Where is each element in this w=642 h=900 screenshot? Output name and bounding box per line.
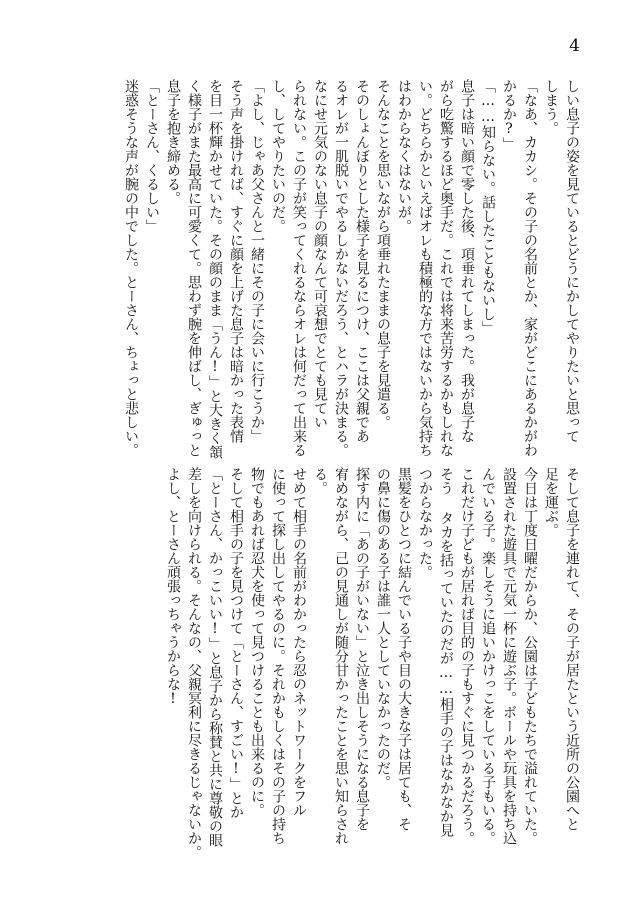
text-column: を目一杯輝かせていた。その顔のまま「うん!」と大きく頷 <box>207 79 223 459</box>
text-column: せめて相手の名前がわかったら忍のネットワークをフル <box>291 467 307 817</box>
text-column: 足を運ぶ。 <box>543 467 559 537</box>
text-column: つからなかった。 <box>417 467 433 579</box>
page-number: 4 <box>569 36 580 56</box>
text-column: 宥めながら、己の見通しが随分甘かったことを思い知らされ <box>333 467 349 845</box>
text-column: かるか?」 <box>501 79 517 151</box>
text-column: しまう。 <box>543 79 559 135</box>
text-column: はわからなくはないが。 <box>396 79 412 233</box>
text-column: られない。この子が笑ってくれるならオレは何だって出来る <box>291 79 307 457</box>
text-column: なにせ元気のない息子の顔なんて可哀想でとても見てい <box>312 79 328 429</box>
text-column: そんなことを思いながら項垂れたままの息子を見遣る。 <box>375 79 391 429</box>
text-column: 「とーさん、かっこいい!」と息子から称賛と共に尊敬の眼 <box>207 467 223 847</box>
text-column: んでいる子。楽しそうに追いかけっこをしている子もいる。 <box>480 467 496 845</box>
text-column: に使って探し出してやるのに。それかもしくはその子の持ち <box>270 467 286 845</box>
text-column: い。どちらかといえばオレも積極的な方ではないから気持ち <box>417 79 433 457</box>
text-column: 「……知らない。話したこともないし」 <box>480 79 496 335</box>
text-column: 設置された遊具で元気一杯に遊ぶ子。ボールや玩具を持ち込 <box>501 467 517 845</box>
text-column: 「なあ、カカシ。その子の名前とか、家がどこにあるかがわ <box>522 79 538 457</box>
text-column: そう声を掛ければ、すぐに顔を上げた息子は暗かった表情 <box>228 79 244 443</box>
text-column: 「よし、じゃあ父さんと一緒にその子に会いに行こうか」 <box>249 79 265 443</box>
text-column: の鼻に傷のある子は誰一人としていなかったのだ。 <box>375 467 391 789</box>
text-column: く様子がまた最高に可愛くて。思わず腕を伸ばし、ぎゅっと <box>186 79 202 457</box>
text-column: そのしょんぼりとした様子を見るにつけ、ここは父親であ <box>354 79 370 443</box>
text-column: し、してやりたいのだ。 <box>270 79 286 233</box>
text-column: そして息子を連れて、その子が居たという近所の公園へと <box>564 467 580 831</box>
text-column: 迷惑そうな声が腕の中でした。とーさん、ちょっと悲しい。 <box>123 79 139 457</box>
text-column: 黒髪をひとつに結んでいる子や目の大きな子は居ても、そ <box>396 467 412 831</box>
text-column: 物でもあれば忍犬を使って見つけることも出来るのに。 <box>249 467 265 817</box>
text-column: よし、とーさん頑張っちゃうからな! <box>165 467 181 707</box>
text-column: そして相手の子を見つけて「とーさん、すごい!」とか <box>228 467 244 819</box>
text-column: る。 <box>312 467 328 495</box>
text-column: がら吃驚するほど奥手だ。これでは将来苦労するかもしれな <box>438 79 454 457</box>
text-column: 差しを向けられる。そんなの、父親冥利に尽きるじゃないか。 <box>186 467 202 859</box>
text-column: 「とーさん、くるしい」 <box>144 79 160 233</box>
text-block-top <box>62 79 580 459</box>
text-column: 息子は暗い顔で零した後、項垂れてしまった。我が息子な <box>459 79 475 443</box>
text-column: るオレが一肌脱いでやるしかないだろう、とハラが決まる。 <box>333 79 349 457</box>
text-column: 探す内に「あの子がいない」と泣き出しそうになる息子を <box>354 467 370 831</box>
text-column: そう タカを括っていたのだが……相手の子はなかなか見 <box>438 467 454 837</box>
text-block-bottom <box>62 467 580 859</box>
text-column: しい息子の姿を見ているとどうにかしてやりたいと思って <box>564 79 580 443</box>
text-column: 息子を抱き締める。 <box>165 79 181 205</box>
text-column: これだけ子どもが居れば目的の子もすぐに見つかるだろう。 <box>459 467 475 845</box>
text-column: 今日は丁度日曜だからか、公園は子どもたちで溢れていた。 <box>522 467 538 845</box>
